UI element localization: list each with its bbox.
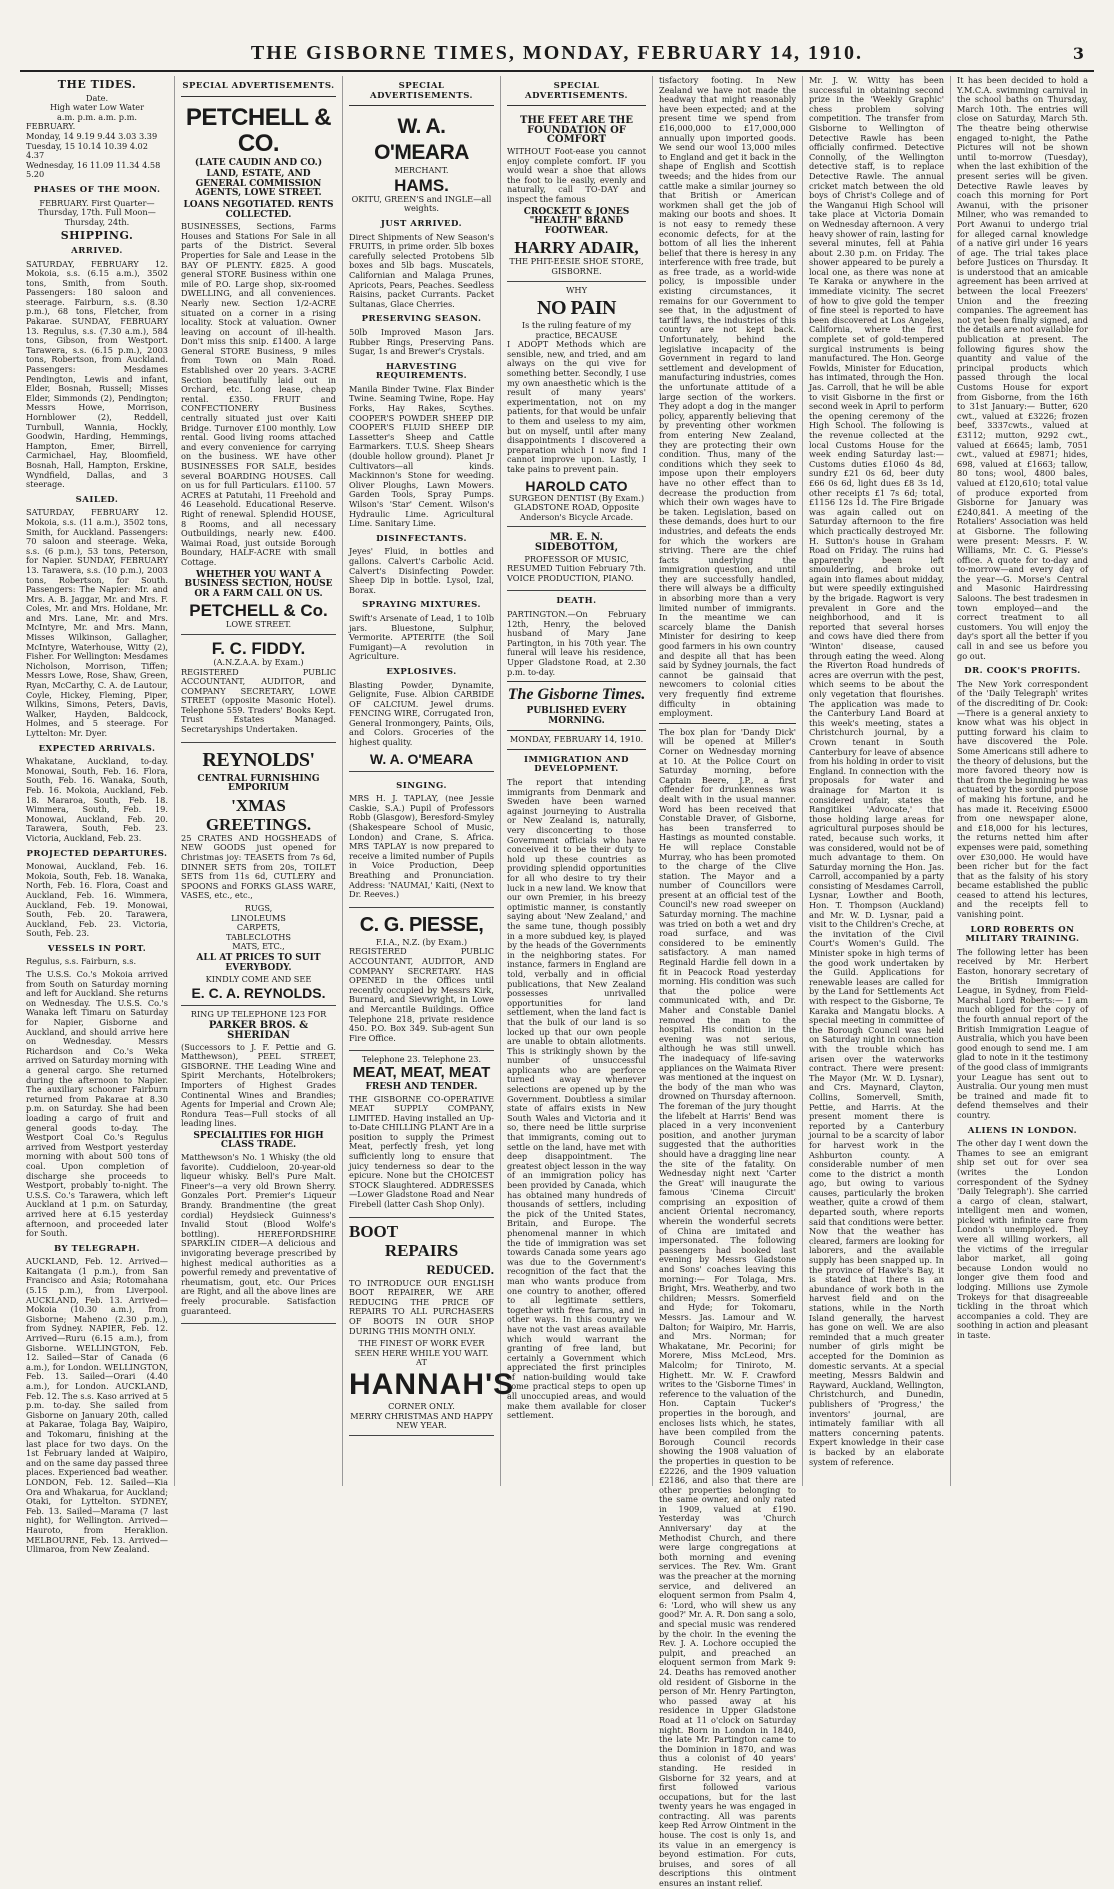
- taplay-text: MRS H. J. TAPLAY, (nee Jessie Caskie, S.A.) Pupil of Professors Robb (Glasgow), Beresford-Smyley (Shakespeare School of Music, London) and Crane, S. Africa. MRS TAPLAY is now prepared to receive a limited number of Pupils in Voice Production, Deep Breathing and Pronunciation. Address: 'NAUMAI,' Kaiti, (Next to Dr. Reeves.): [349, 793, 494, 900]
- meat-text: THE GISBORNE CO-OPERATIVE MEAT SUPPLY COMPANY, LIMITED. Having installed an Up-to-Date CHILLING PLANT Are in a position to supply the Primest Meat, perfectly fresh, yet long sufficiently long to ensure that juicy tenderness so dear to the epicure. None but the CHOICEST STOCK Slaughtered. ADDRESSES—Lower Gladstone Road and Near Firebell (latter Cash Shop Only).: [349, 1093, 494, 1210]
- aliens-heading: ALIENS IN LONDON.: [967, 1125, 1078, 1136]
- item-rugs: RUGS,: [244, 903, 273, 913]
- arrived-text: SATURDAY, FEBRUARY 12. Mokoia, s.s. (6.15 a.m.), 3502 tons, Smith, from South. Passengers: 180 saloon and steerage. Fairburn, s.s. (8.30 p.m.), 68 tons, Fletcher, from Pakarae. SUNDAY, FEBRUARY 13. Regulus, s.s. (7.30 a.m.), 584 tons, Gibson, from Westport. Tarawera, s.s. (6.15 p.m.), 2003 tons, Robertson, from Auckland. Passengers: Mesdames Pendington, Lewis and infant, Elder, Bosnah, Russell; Misses Elder, Simmonds (2), Pendington; Messrs Howe, Morrison, Hornblower (2), Reddell, Turnbull, Wannia, Hockly, Goodwin, Harding, Hemmings, Hampton, Emer, Birrell, Carmichael, Hay, Bloomfield, Bosnah, Hall, Hampton, Erskine, Wyndfield, Dallas, and 3 steerage.: [26, 258, 168, 490]
- reynolds-footer: E. C. A. REYNOLDS.: [191, 984, 326, 1001]
- singing-heading: SINGING.: [396, 780, 447, 791]
- reynolds-logo: REYNOLDS': [202, 748, 315, 771]
- meat-sub: FRESH AND TENDER.: [365, 1081, 478, 1092]
- expected-heading: EXPECTED ARRIVALS.: [38, 743, 156, 754]
- kindly-text: KINDLY COME AND SEE: [205, 974, 312, 985]
- omeara-ad: [349, 110, 494, 771]
- item-linoleums: LINOLEUMS: [231, 912, 286, 923]
- published-text: PUBLISHED EVERY MORNING.: [526, 706, 627, 726]
- professor-text: PROFESSOR OF MUSIC,: [524, 553, 629, 564]
- column-ads-2: [343, 76, 515, 1486]
- spraying-heading: SPRAYING MIXTURES.: [362, 600, 481, 611]
- boot-text: TO INTRODUCE OUR ENGLISH BOOT REPAIRER, WE ARE REDUCING THE PRICE OF REPAIRS TO ALL PURCHASERS OF BOOTS IN OUR SHOP DURING THIS MONTH ONLY.: [349, 1277, 494, 1336]
- tides-row: Wednesday, 16 11.09 11.34 4.58 5.20: [26, 159, 161, 180]
- nopain-logo: NO PAIN: [537, 297, 616, 320]
- merry-text: MERRY CHRISTMAS AND HAPPY NEW YEAR.: [350, 1410, 493, 1431]
- shipping-heading: SHIPPING.: [60, 229, 134, 243]
- resumed-text: RESUMED Tuition February 7th. VOICE PRODUCTION, PIANO.: [507, 563, 646, 583]
- port-text: Regulus, s.s. Fairburn, s.s.: [26, 956, 137, 967]
- sailed-text: SATURDAY, FEBRUARY 12. Mokoia, s.s. (11 a.m.), 3502 tons, Smith, for Auckland. Passengers: 70 saloon and steerage. Weka, s.s. (6 p.m.), 53 tons, Peterson, for Napier. SUNDAY, FEBRUARY 13. Tarawera, s.s. (10 p.m.), 2003 tons, Robertson, for South. Passengers: The Napier: Mr. and Mrs. A. B. Jaggar, Mr. and Mrs. F. Coles, Mr. and Mrs. Holdane, Mr. and Mrs. Lane, Mr. and Mrs. McIntyre, Mr. and Mrs. Mann, Misses Wilkinson, Gallagher, McIntyre, Waterhouse, Witty (2), Fisher. For Wellington: Mesdames Nicholson, Morrison, Tiffen; Messrs Lowe, Rose, Shaw, Green, Ryan, McCarthy, C. A. de Lautour, Coyle, Hickey, Fleming, Piper, Wilkins, Simons, Peters, Davis, Walker, Hayden, Baldcock, Holmes, and 5 steerage. For Lyttelton: Mr. Dyer.: [26, 507, 168, 738]
- why-text: WHY: [566, 284, 587, 295]
- death-heading: DEATH.: [556, 596, 597, 607]
- sidebottom-ad: [507, 527, 646, 591]
- hannah-logo: HANNAH'S: [349, 1367, 515, 1401]
- feet-heading: THE FEET ARE THE FOUNDATION OF COMFORT: [520, 115, 633, 146]
- piesse-text: REGISTERED PUBLIC ACCOUNTANT, AUDITOR, AND COMPANY SECRETARY. HAS OPENED in the Offices until recently occupied by Messrs Kirk, Burnard, and Sievwright, in Lowe and Mercantile Buildings. Office Telephone 218, private residence 450. P.O. Box 349. Sub-agent Sun Fire Office.: [349, 946, 494, 1043]
- paper-title: The Gisborne Times.: [507, 686, 646, 704]
- tides-row: Monday, 14 9.19 9.44 3.03 3.39: [26, 130, 158, 141]
- roberts-text: The following letter has been received by Mr. Herbert Easton, honorary secretary of the British Immigration League, in Sydney, from Field-Marshal Lord Roberts:— I am much obliged for the copy of the fourth annual report of the British Immigration League of Australia, which you have been good enough to send me. I am glad to note in it the testimony of the good class of immigrants your League has sent out to Australia. Our young men must be trained and made fit to defend themselves and their country.: [957, 946, 1088, 1120]
- moon-heading: PHASES OF THE MOON.: [33, 184, 161, 195]
- death-text: PARTINGTON.—On February 12th, Henry, the beloved husband of Mary Jane Partington, in his 70th year. The funeral will leave his residence, Upper Gladstone Road, at 2.30 p.m. to-day.: [507, 608, 646, 677]
- special-ads-heading: SPECIAL ADVERTISEMENTS.: [182, 81, 335, 91]
- piesse-logo: C. G. PIESSE,: [359, 913, 484, 936]
- xmas-heading: 'XMAS GREETINGS.: [205, 795, 312, 834]
- local-news-3: It has been decided to hold a Y.M.C.A. swimming carnival in the school baths on Thursday, March 10th. The entries will close on Saturday, March 5th. The theatre being otherwise engaged to-night, the Pathe Pictures will not be shown until to-morrow (Tuesday), when the last exhibition of the present series will be given. Detective Rawle leaves by coach this morning for Port Awanui, with the prisoner Milner, who was remanded to Port Awanui to undergo trial for alleged carnal knowledge of a native girl under 16 years of age. The trial takes place before Justices on Thursday. It is understood that an amicable agreement has been arrived at between the local Freezers' Union and the freezing companies. The agreement has not yet been finally signed, and the details are not available for publication at present. The following figures show the quantity and value of the principal products which passed through the local Customs House for export from Gisborne, from the 16th to 31st January:— Butter, 620 cwt., valued at £3226; frozen beef, 3337cwts., valued at £3112; mutton, 9292 cwt., valued at £6645; lamb, 7051 cwt., valued at £9871; hides, 698, valued at £1663; tallow, 80 tons; wool, 4800 bales, valued at £120,610; total value of produce exported from Gisborne for January was £240,841. A meeting of the Rotaliers' Association was held at Gisborne. The following were present: Messrs. F. W. Williams, Mr. C. G. Piesse's office. A quote for to-day and to-morrow—and every day of the year—G. Morse's Central and Masonic Hairdressing Saloons. The best tradesmen in town employed—and the correct treatment to all customers. You will enjoy the day's sport all the better if you call in and see us before you go out.: [957, 75, 1088, 661]
- arrived-heading: ARRIVED.: [71, 245, 123, 256]
- reynolds-ad: [181, 743, 336, 1006]
- sailed-heading: SAILED.: [75, 494, 119, 505]
- tides-header-2: High water Low Water: [49, 102, 145, 113]
- hams-heading: HAMS.: [394, 175, 449, 195]
- moon-text: FEBRUARY. First Quarter—Thursday, 17th. Full Moon—Thursday, 24th.: [38, 197, 156, 227]
- projected-heading: PROJECTED DEPARTURES.: [26, 848, 168, 859]
- tides-row: Tuesday, 15 10.14 10.39 4.02 4.37: [26, 140, 148, 161]
- local-news-1: The box plan for 'Dandy Dick' will be opened at Miller's Corner on Wednesday morning at 10. At the Police Court on Saturday morning, before Captain Beere, J.P., a first offender for drunkenness was dealt with in the usual manner. Word has been received that Constable Draver, of Gisborne, has been transferred to Hastings as mounted constable. He will replace Constable Murray, who has been promoted to the charge of the Clive station. The Mayor and a number of Councillors were present at an official test of the Council's new road sweeper on Saturday morning. The machine was tried on both a wet and dry road surface, and was considered to be eminently satisfactory. A man named Reginald Hardie fell down in a fit in Peacock Road yesterday morning. His condition was such that the police were communicated with, and Dr. Maher and Constable Daniel removed the man to the hospital. His condition in the evening was not serious, although he was still unwell. The inadequacy of life-saving appliances on the Waimata River was mentioned at the inquest on the body of the man who was drowned on Thursday afternoon. The foreman of the jury thought the lifebelt at Harris' Bend was placed in a very inconvenient position, and another juryman suggested that the authorities should have a dragging line near the site of the fatality. On Wednesday night next 'Carter the Great' will inaugurate the famous 'Cinema Circuit' comprising an exposition of ancient Oriental necromancy, wherein the wonderful secrets of China are imitated and impersonated. The following passengers had booked last evening by Messrs Gladstone and Sons' coaches leaving this morning:— For Tolaga, Mrs. Bright, Mrs. Weatherby, and two children; Messrs. Somerfield and Hyde; for Tokomaru, Messrs. Jas. Lamour and W. Dalton; for Waipiro, Mr. Harris, and Mrs. Norman; for Whakatane, Mr. Pecorini; for Morere, Miss McLeod, Mrs. Malcolm; for Tiniroto, M. Highett. Mr. W. F. Crawford writes to the 'Gisborne Times' in reference to the valuation of the Hon. Captain Tucker's properties in the borough, and encloses lists which, he states, have been compiled from the Borough Council records showing the 1908 valuation of the properties in question to be £2226, and the 1909 valuation £2186, and also that there are other properties belonging to the same owner, and only rated in 1909, valued at £190. Yesterday was 'Church Anniversary' day at the Methodist Church, and there were large congregations at both morning and evening services. The Rev. Wm. Grant was the preacher at the morning service, and delivered an eloquent sermon from Psalm 4, 6: 'Lord, who will shew us any good?' Mr. A. R. Don sang a solo, and special music was rendered by the choir. In the evening the Rev. J. A. Lochore occupied the pulpit, and preached an eloquent sermon from Mark 9: 24. Deaths has removed another old resident of Gisborne in the person of Mr. Henry Partington, who passed away at his residence in Upper Gladstone Road at 11 o'clock on Saturday night. Born in London in 1840, the late Mr. Partington came to the Dominion in 1870, and was thus a colonist of 40 years' standing. He resided in Gisborne for 32 years, and at first followed various occupations, but for the last twenty years he was engaged in contracting. All was parents keep Red Arrow Ointment in the house. The cost is only 1s, and its value in an emergency is beyond estimation. For cuts, bruises, and sores of all descriptions this ointment ensures an instant relief.: [659, 726, 797, 1889]
- tides-header-1: Date.: [85, 92, 109, 103]
- harvesting-heading: HARVESTING REQUIREMENTS.: [375, 361, 468, 382]
- harvesting-text: Manila Binder Twine. Flax Binder Twine. Seaming Twine, Rope. Hay Forks, Hay Rakes, Scythes. COOPER'S POWDER SHEEP DIP. COOPER'S FLUID SHEEP DIP. Lassetter's Sheep and Cattle Earmarkers. T.U.S. Sheep Shears (double hollow ground). Planet Jr Cultivators—all kinds. Mackinnon's Stone for weeding. Oliver Ploughs, Lawn Mowers. Garden Tools, Spray Pumps. Wilson's 'Star' Cement. Wilson's Hydraulic Lime. Agricultural Lime. Sanitary Lime.: [349, 383, 494, 529]
- crockett-text: CROCKETT & JONES "HEALTH" BRAND FOOTWEAR.: [523, 206, 630, 236]
- adair-sub: THE PHIT-EESIE SHOE STORE, GISBORNE.: [509, 256, 644, 276]
- nopain-sub: Is the ruling feature of my practice, BECAUSE: [521, 320, 632, 340]
- column-ads-3-editorial: [501, 76, 653, 1486]
- piesse-sub: F.I.A., N.Z. (by Exam.): [375, 936, 468, 947]
- whether-text: WHETHER YOU WANT A BUSINESS SECTION, HOUSE OR A FARM CALL ON US.: [184, 569, 333, 599]
- reduced-heading: REDUCED.: [426, 1261, 494, 1277]
- lowe-street: LOWE STREET.: [225, 619, 292, 630]
- reynolds-sub: CENTRAL FURNISHING EMPORIUM: [197, 773, 320, 794]
- parker-ad: [181, 1006, 336, 1324]
- nopain-text: I ADOPT Methods which are sensible, new, and tried, and am always on the qui vive for something better. Secondly, I use my own anaesthetic which is the result of many years' experimentation, not on my patients, for that would be unfair to them and useless to my aim, but on myself, until after many disappointments I discovered a preparation which I now find I cannot improve upon. Lastly, I take pains to prevent pain.: [507, 339, 646, 474]
- arrived-heading: JUST ARRIVED.: [380, 218, 463, 229]
- petchell-sub3: LOANS NEGOTIATED. RENTS COLLECTED.: [183, 199, 334, 220]
- cato-logo: HAROLD CATO: [525, 477, 628, 494]
- fiddy-ad: [181, 635, 336, 743]
- feet-text: WITHOUT Foot-ease you cannot enjoy complete comfort. IF you would wear a shoe that allows the foot to lie easily, evenly and naturally, call TO-DAY and inspect the famous: [507, 145, 646, 204]
- arrived-text: Direct Shipments of New Season's FRUITS, in prime order. 5lb boxes carefully selected Protobens 5lb boxes and 5lb bags. Muscatels, Californian and Malaga Prunes, Apricots, Pears, Peaches. Seedless Raisins, packet Currants. Packet Sultanas, Glace Cherries.: [349, 231, 494, 309]
- hams-sub: OKITU, GREEN'S and INGLE—all weights.: [351, 193, 492, 214]
- column-news-3: [951, 76, 1094, 1486]
- fiddy-text: REGISTERED PUBLIC ACCOUNTANT, AUDITOR, and COMPANY SECRETARY, LOWE STREET (opposite Masonic Hotel). Telephone 559. Traders' Books Kept. Trust Estates Managed. Secretaryships Undertaken.: [181, 666, 336, 735]
- petchell-sub2: LAND, ESTATE, AND GENERAL COMMISSION AGENTS, LOWE STREET.: [195, 169, 322, 199]
- roberts-heading: LORD ROBERTS ON MILITARY TRAINING.: [965, 924, 1080, 945]
- ring-text: RING UP TELEPHONE 123 FOR: [190, 1008, 327, 1019]
- column-ads-1: [175, 76, 343, 1486]
- fiddy-sub: (A.N.Z.A.A. by Exam.): [213, 656, 304, 667]
- parker-text: (Successors to J. F. Pettie and G. Matthewson), PEEL STREET, GISBORNE. THE Leading Wine and Spirit Merchants, Hotelbrokers; Importers of Highest Grades Continental Wines and Brandies; Agents for Imperial and Crown Ale; Rondura Teas—Full stocks of all leading lines.: [181, 1041, 336, 1129]
- sidebottom-name: MR. E. N. SIDEBOTTOM,: [534, 532, 619, 553]
- item-carpets: CARPETS,: [236, 922, 281, 933]
- repairs-heading: REPAIRS: [384, 1240, 459, 1260]
- telegraph-text: AUCKLAND, Feb. 12. Arrived—Kaitangata (1 p.m.), from San Francisco and Asia; Rotomahana (5.15 p.m.), from Liverpool. AUCKLAND, Feb. 13. Arrived—Mokoia (10.30 a.m.), from Gisborne; Maheno (2.30 p.m.), from Sydney. NAPIER, Feb. 12. Arrived—Ruru (6.15 a.m.), from Gisborne. WELLINGTON, Feb. 12. Sailed—Star of Canada (6 a.m.), for London. WELLINGTON, Feb. 13. Sailed—Orari (4.40 a.m.), for London. AUCKLAND, Feb. 12. The s.s. Kaso arrived at 5 p.m. to-day. She sailed from Gisborne on January 20th, called at Pakarae, Tolaga Bay, Waipiro, and Tokomaru, finishing at the last place for two days. On the 1st February landed at Waipiro, and on the same day passed three places. Experienced bad weather. LONDON, Feb. 12. Sailed—Kia Ora and Whakarua, for Auckland; Otaki, for Lyttelton. SYDNEY, Feb. 13. Sailed—Marama (7 last night), for Wellington. Arrived—Hauroto, from Heraklion. MELBOURNE, Feb. 13. Arrived—Ulimaroa, from New Zealand.: [26, 1256, 168, 1555]
- meat-logo: MEAT, MEAT, MEAT: [352, 1063, 491, 1081]
- special-ads-heading: SPECIAL ADVERTISEMENTS.: [369, 81, 473, 101]
- expected-text: Whakatane, Auckland, to-day. Monowai, South, Feb. 16. Flora, South, Feb. 16. Wanaka, South, Feb. 16. Mokoia, Auckland, Feb. 18. Mararoa, South, Feb. 18. Wimmera, South, Feb. 19. Monowai, Auckland, Feb. 20. Tarawera, South, Feb. 23. Victoria, Auckland, Feb. 23.: [26, 756, 168, 843]
- column-shipping: [20, 76, 175, 1555]
- cook-heading: DR. COOK'S PROFITS.: [964, 666, 1081, 677]
- column-news-1: [653, 75, 803, 1889]
- preserving-heading: PRESERVING SEASON.: [361, 314, 482, 325]
- adair-ad: [507, 110, 646, 281]
- cook-text: The New York correspondent of the 'Daily Telegraph' writes of the discrediting of Dr. Cook:—There is a general anxiety to know what was his object in putting forward his claim to have discovered the Pole. Some Americans still adhere to the theory of delusions, but the more favored theory now is that from the beginning he was actuated by the sordid purpose of making his fortune, and he has made it. Receiving £5000 from one newspaper alone, and £18,000 for his lectures, the returns netted him after expenses were paid, something over £30,000. He would have been richer but for the fact that as the falsity of his story became established the public ceased to attend his lectures, and the receipts fell to vanishing point.: [957, 678, 1088, 920]
- cato-sub: SURGEON DENTIST (By Exam.) GLADSTONE ROAD, Opposite Anderson's Bicycle Arcade.: [508, 492, 645, 522]
- preserving-text: 50lb Improved Mason Jars. Rubber Rings, Preserving Pans. Sugar, 1s and Brewer's Crystals.: [349, 326, 494, 357]
- finest-text: THE FINEST OF WORK EVER SEEN HERE WHILE YOU WAIT. AT: [354, 1338, 489, 1368]
- local-news-2: Mr. J. W. Witty has been successful in obtaining second prize in the 'Weekly Graphic' chess problem solving competition. The transfer from Gisborne to Wellington of Detective Rawle has been officially confirmed. Detective Connolly, of the Wellington detective staff, is to replace Detective Rawle. The annual cricket match between the old boys of Christ's College and of the Wanganui High School will take place at Victoria Domain on Wednesday afternoon. A very heavy shower of rain, lasting for several minutes, fell at Pahia about 2.30 p.m. on Friday. The shower appeared to be purely a local one, as there was none at Te Karaka or anywhere in the immediate vicinity. The secret of how to give gold the temper of fine steel is reported to have been discovered at Los Angeles, California, where the first complete set of gold-tempered surgical instruments is being manufactured. The Hon. George Fowlds, Minister for Education, has intimated, through the Hon. Jas. Carroll, that he will be able to visit Gisborne in the first or second week in April to perform the opening ceremony of the High School. The following is the revenue collected at the local Customs House for the week ending Saturday last:— Customs duties £1060 4s 8d, sundry £21 0s 6d, beer duty £66 0s 6d, light dues £8 3s 1d, other receipts £1 7s 6d; total, £1156 12s 1d. The Fire Brigade was again called out on Saturday afternoon to the fire which practically destroyed Mr. H. Sutton's house in Graham Road on Friday. The ruins had apparently been left smouldering, and broke out again into flames about midday, but were speedily extinguished by the brigade. Ragwort is very prevalent in Gore and the neighborhood, and it is reported that several horses and cows have died there from 'Winton' disease, caused through eating the weed. Along the Riverton Road hundreds of acres are overrun with the pest, which seems to be about the only vegetation that flourishes. The application was made to the Canterbury Land Board at this week's meeting, states a Christchurch journal, by a Crown tenant in South Canterbury for leave of absence from his holding in order to visit England. In connection with the proposals for water and drainage for Marton it is considered unfair, states the Rangitikei 'Advocate,' that those holding large areas for agricultural purposes should be rated, because such works, it was considered, would not be of much advantage to them. On Saturday morning the Hon. Jas. Carroll, accompanied by a party consisting of Mesdames Carroll, Lysnar, Lowther and Booth, Hon. T. Thompson (Auckland) and Mr. W. D. Lysnar, paid a visit to the Children's Creche, at the invitation of the Civil Court's Women's Guild. The Minister spoke in high terms of the good work undertaken by the Guild. Applications for renewable leases are called for by the Land for Settlements Act with respect to the Gisborne, Te Karaka and Mangatu blocks. A special meeting in committee of the Borough Council was held on Saturday night in connection with the trouble which has arisen over the waterworks contract. There were present: The Mayor (Mr. W. D. Lysnar), and Crs. Maynard, Clayton, Collins, Somervell, Smith, Pettie, and Harris. At the present moment there is reported by a Canterbury journal to be a scarcity of labor for harvest work in the Ashburton county. A considerable number of men come to the district a month ago, but owing to various causes, particularly the broken weather, quite a crowd of them departed south, where reports said that conditions were better. Now that the weather has cleared, farmers are looking for laborers, and the available supply has been snapped up. In the province of Hawke's Bay, it is stated that there is an abundance of work both in the harvest field and on the stations, while in the North Island generally, the harvest has gone on well. We are also reminded that a much greater number of girls might be accepted for the Dominion as domestic servants. At a special meeting, Messrs Baldwin and Rayward, Auckland, Wellington, Christchurch, and Dunedin, publishers of 'Progress,' the inventors' journal, are intimately familiar with all matters concerning patents. Expert knowledge in their case is backed by an elaborate system of reference.: [809, 75, 944, 1467]
- telephone-line: Telephone 23. Telephone 23.: [361, 1054, 482, 1065]
- petchell-logo: PETCHELL & CO.: [185, 103, 332, 157]
- prices-text: ALL AT PRICES TO SUIT EVERYBODY.: [196, 952, 321, 973]
- parker-logo: PARKER BROS. & SHERIDAN: [208, 1020, 309, 1041]
- port-heading: VESSELS IN PORT.: [47, 943, 147, 954]
- item-tablecloths: TABLECLOTHS: [226, 931, 291, 942]
- tides-row: FEBRUARY.: [26, 121, 76, 132]
- editorial-text: The report that intending immigrants from Denmark and Sweden have been warned against journeying to Australia or New Zealand is, naturally, very disconcerting to those Government officials who have conceived it to be their duty to hold up these countries as providing splendid opportunities for all who desire to try their luck in a new land. We know that our own Premier, in his breezy optimistic manner, is constantly saying about 'New Zealand,' and the same tune, though possibly in a more subdued key, is played by the heads of the Governments in the neighboring states. For instance, farmers in England are told, verbally and in official publications, that New Zealand possesses unrivalled opportunities for land settlement, when the land fact is that the bulk of our land is so locked up that our own people are unable to obtain allotments. This is strikingly shown by the number of unsuccessful applicants who are perforce turned away whenever selections are opened up by the Government. Doubtless a similar state of affairs exists in New South Wales and Victoria and it so, there need be little surprise that immigrants, coming out to settle on the land, have met with deep disappointment. The greatest object lesson in the way of an immigration policy has been provided by Canada, which has obtained many hundreds of thousands of settlers, including the pick of the United States, Britain, and Europe. The phenomenal manner in which the tide of immigration was set towards Canada some years ago was due to the Government's recognition of the fact that the man who wants produce from one country to another, offered to all legitimate settlers, together with free farms, and in other ways. In this country we have not the vast areas available which would warrant the granting of free land, but certainly a Government which appreciated the first principles of nation-building would take some practical steps to open up all unoccupied areas, and would make them available for closer settlement.: [507, 777, 646, 1421]
- item-mats: MATS, ETC.,: [232, 941, 285, 952]
- petchell-text: BUSINESSES, Sections, Farms Houses and Stations For Sale in all parts of the District. Several Properties for Sale and Lease in the BAY OF PLENTY. £825. A good general STORE Business within one mile of P.O. Large shop, six-roomed DWELLING, and all conveniences. Nearly new. Section 1/2-ACRE situated on a corner in a rising locality. Stock at valuation. Owner leaving on account of ill-health. Don't miss this snip. £1400. A large General STORE Business, 9 miles from Town on Main Road. Established over 20 years. 3-ACRE Section beautifully laid out in Orchard, etc. Long lease, cheap rental. £350. FRUIT and CONFECTIONERY Business centrally situated just over Kaiti Bridge. Turnover £100 monthly. Low rental. Good living rooms attached and every convenience for carrying on the business. WE have other BUSINESSES FOR SALE, besides several BOARDING HOUSES. Call on us for full Particulars. £1100. 57 ACRES at Patutahi, 11 Freehold and 46 Leasehold. Educational Reserve. Right of renewal. Splendid HOUSE, 8 Rooms, and all necessary Outbuildings, nearly new. £400. Waimai Road, just outside Borough Boundary, HALF-ACRE with small Cottage.: [181, 221, 336, 567]
- hannah-ad: [349, 1218, 515, 1436]
- cato-ad: [507, 282, 646, 528]
- petchell-logo-2: PETCHELL & Co.: [189, 601, 328, 621]
- masthead: [20, 36, 1094, 72]
- column-news-2: [803, 76, 951, 1486]
- newspaper-masthead-title: THE GISBORNE TIMES, MONDAY, FEBRUARY 14, 1910.: [250, 42, 864, 64]
- disinfectants-text: Jeyes' Fluid, in bottles and gallons. Calvert's Carbolic Acid. Calvert's Disinfecting Powder. Sheep Dip in bottle. Lysol, Izal, Borax.: [349, 546, 494, 595]
- meat-ad: [349, 1051, 494, 1217]
- boot-heading: BOOT: [349, 1221, 399, 1241]
- editorial-heading: IMMIGRATION AND DEVELOPMENT.: [524, 754, 629, 775]
- corner-text: CORNER ONLY.: [388, 1400, 455, 1411]
- editorial-date: MONDAY, FEBRUARY 14, 1910.: [509, 734, 644, 745]
- special-ads-heading: SPECIAL ADVERTISEMENTS.: [524, 81, 628, 101]
- newspaper-columns: [20, 75, 1094, 1889]
- tides-heading: THE TIDES.: [57, 78, 137, 91]
- disinfectants-heading: DISINFECTANTS.: [376, 533, 467, 544]
- shipping-news: The U.S.S. Co.'s Mokoia arrived from South on Saturday morning and left for Auckland. She returns on Wednesday. The U.S.S. Co.'s Wanaka left Timaru on Saturday for Napier, Gisborne and Auckland, and should arrive here on Wednesday. Messrs Richardson and Co.'s Weka arrived on Saturday morning with a general cargo. She returned during the afternoon to Napier. The auxiliary schooner Fairburn returned from Pakarae at 8.30 p.m. on Saturday. She had been loading a cargo of fruit and general goods to-day. The Westport Coal Co.'s Regulus arrived from Westport yesterday morning with about 500 tons of coal. Upon completion of discharge she proceeds to Westport, probably to-night. The U.S.S. Co.'s Tarawera, which left Auckland at 1 p.m. on Saturday, arrived here at 6.15 yesterday afternoon, and proceeded later for South.: [26, 969, 168, 1239]
- merchant-text: MERCHANT.: [394, 165, 449, 176]
- aliens-text: The other day I went down the Thames to see an emigrant ship set out for over sea (writes the London correspondent of the Sydney 'Daily Telegraph'). She carried a cargo of clean, stalwart, intelligent men and women, picked with infinite care from London's unemployed. They were all willing workers, all the victims of the irregular labor market, all going because London would no longer give them food and lodging. Millions use Zymole Trokeys for that disagreeable tickling in the throat which accompanies a cold. They are soothing in action and pleasant in taste.: [957, 1138, 1088, 1340]
- taplay-ad: [349, 772, 494, 908]
- piesse-ad: [349, 908, 494, 1052]
- spraying-text: Swift's Arsenate of Lead, 1 to 10lb jars. Bluestone, Sulphur, Vermorite. APTERITE (the Soil Fumigant)—A revolution in Agriculture.: [349, 612, 494, 662]
- adair-logo: HARRY ADAIR,: [514, 238, 639, 258]
- specialities-text: Matthewson's No. 1 Whisky (the old favorite). Cuddieloon, 20-year-old liqueur whisky. Bell's Pure Malt. Fineer's—a very old Brown Sherry. Gonzales Port. Premier's Liqueur Brandy. Brandmentine (the great cordial) Heydsieck Guinness's Invalid Stout (Blood Wolfe's bottling). HEREFORDSHIRE SPARKLIN CIDER—A delicious and invigorating beverage prescribed by highest medical authorities as a powerful remedy and preventative of rheumatism, gout, etc. Our Prices are Right, and all the above lines are freely procurable. Satisfaction guaranteed.: [181, 1152, 336, 1316]
- omeara-logo: W. A. O'MEARA: [374, 115, 469, 165]
- telegraph-heading: BY TELEGRAPH.: [53, 1243, 141, 1254]
- explosives-text: Blasting Powder, Dynamite, Gelignite, Fuse. Albion CARBIDE OF CALCIUM. Jewel drums. FENCING WIRE, Corrugated Iron, General Ironmongery, Paints, Oils, and Colors. Groceries of the highest quality.: [349, 679, 494, 748]
- omeara-footer: W. A. O'MEARA: [369, 750, 474, 767]
- projected-text: Monowai, Auckland, Feb. 16. Mokoia, South, Feb. 18. Wanaka, North, Feb. 16. Flora, Coast and Auckland, Feb. 16. Wimmera, Auckland, Feb. 19. Monowai, South, Feb. 20. Tarawera, Auckland, Feb. 23. Victoria, South, Feb. 23.: [26, 861, 168, 939]
- page-number: 3: [1072, 44, 1084, 63]
- fiddy-name: F. C. FIDDY.: [211, 638, 306, 658]
- explosives-heading: EXPLOSIVES.: [386, 666, 457, 677]
- xmas-text: 25 CRATES AND HOGSHEADS of NEW GOODS just opened for Christmas joy: TEASETS from 7s 6d, DINNER SETS from 20s, TOILET SETS from 11s 6d, CUTLERY and SPOONS and FORKS GLASS WARE, VASES, etc., etc.,: [181, 832, 336, 901]
- petchell-sub: (LATE CAUDIN AND CO.): [194, 157, 323, 168]
- specialities-heading: SPECIALITIES FOR HIGH CLASS TRADE.: [193, 1130, 324, 1151]
- editorial-continued: tisfactory footing. In New Zealand we have not made the headway that might reasonably have been expected; and at the present time we spend from £16,000,000 to £17,000,000 annually upon imported goods. We send our wool 13,000 miles to England and get it back in the shape of English and Scottish tweeds; and the hides from our cattle make a similar journey so that British or American workmen shall get the job of making our boots and shoes. It is not easy to remedy these economic defects, for at the bottom of all lies the inherent belief that there is heresy in any interference with free trade, but as free trade, as a world-wide policy, is impossible under existing circumstances, it remains for our Government to see that, in the adjustment of tariff laws, the industries of this country are not kept back. Unfortunately, behind the legislative incapacity of the Government in regard to land settlement and development of manufacturing industries, comes the unfortunate attitude of a large section of the workers. They adopt a dog in the manger policy, apparently believing that by preventing other workmen from entering New Zealand, they are protecting their own condition. Thus, many of the conditions which they seek to impose upon their employers have no other effect than to decrease the production from which their own wages have to be taken. Legislation, based on these demands, does hurt to our industries, and defeats the ends for which the workers are striving. There are the chief facts underlying the immigration question, and until they are successfully handled, there will always be a difficulty in absorbing more than a very limited number of immigrants. In the meantime we can scarcely blame the Danish Minister for desiring to keep good farmers in his own country and despite all that has been said by Sydney journals, the fact cannot be gainsaid that newcomers to colonial cities very frequently find extreme difficulty in obtaining employment.: [659, 75, 796, 719]
- petchell-ad: [181, 101, 336, 635]
- tides-header-3: a.m. p.m. a.m. p.m.: [57, 111, 137, 122]
